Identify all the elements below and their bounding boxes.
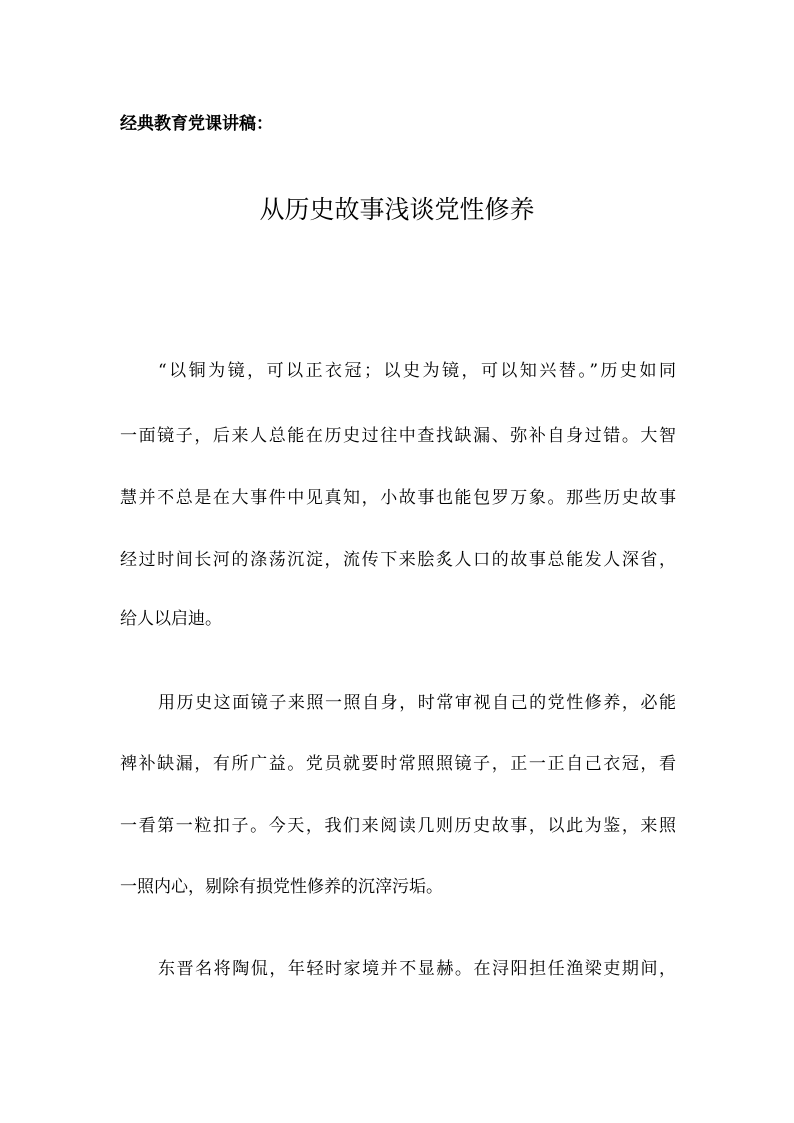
paragraph-1-line-4: 经过时间长河的涤荡沉淀，流传下来脍炙人口的故事总能发人深省， [120, 550, 676, 570]
paragraph-2-line-1: 用历史这面镜子来照一照自身，时常审视自己的党性修养，必能 [158, 693, 676, 713]
paragraph-2-line-4: 一照内心，剔除有损党性修养的沉滓污垢。 [120, 877, 443, 897]
document-title: 从历史故事浅谈党性修养 [259, 195, 535, 224]
paragraph-2-line-2: 裨补缺漏，有所广益。党员就要时常照照镜子，正一正自己衣冠，看 [120, 754, 676, 774]
paragraph-3-line-1: 东晋名将陶侃，年轻时家境并不显赫。在浔阳担任渔梁吏期间， [158, 959, 676, 979]
paragraph-1-line-5: 给人以启迪。 [120, 609, 222, 629]
paragraph-1-line-2: 一面镜子，后来人总能在历史过往中查找缺漏、弥补自身过错。大智 [120, 426, 676, 446]
paragraph-1-line-3: 慧并不总是在大事件中见真知，小故事也能包罗万象。那些历史故事 [120, 488, 676, 508]
paragraph-1-line-1: “以铜为镜，可以正衣冠；以史为镜，可以知兴替。”历史如同 [158, 361, 676, 381]
paragraph-2-line-3: 一看第一粒扣子。今天，我们来阅读几则历史故事，以此为鉴，来照 [120, 816, 676, 836]
document-label: 经典教育党课讲稿： [120, 114, 273, 134]
